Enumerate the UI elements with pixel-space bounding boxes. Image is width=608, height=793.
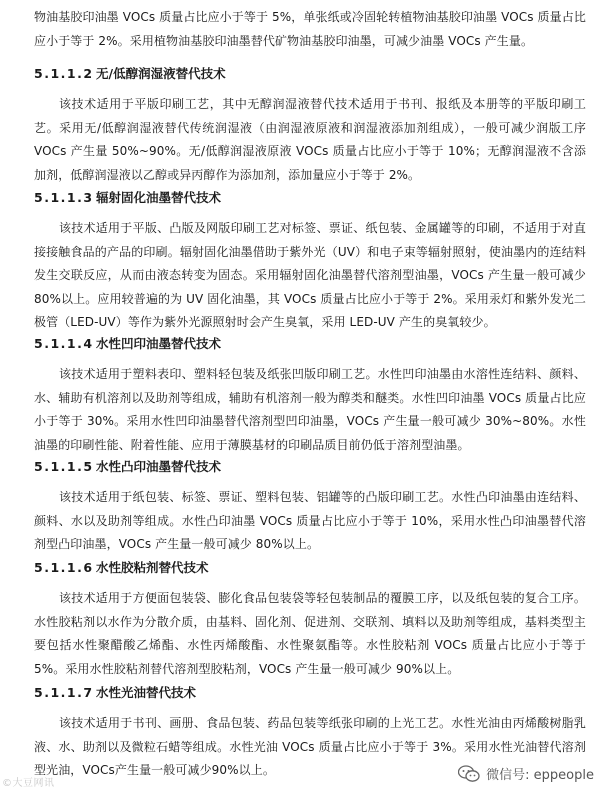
section-number: 5.1.1.5	[34, 459, 94, 474]
section-body: 该技术适用于方便面包装袋、膨化食品包装袋等轻包装制品的覆膜工序，以及纸包装的复合工序。水性胶粘剂以水作为分散介质，由基料、固化剂、促进剂、交联剂、填料以及助剂等组成，基料类型主要包括水性聚醋酸乙烯酯、水性丙烯酸酯、水性聚氨酯等。水性胶粘剂 VOCs 质量占比应小于等于 5%。采用水性胶粘剂替代溶剂型胶粘剂，VOCs 产生量一般可减少 90%以上。	[34, 591, 586, 676]
section-heading	[34, 64, 586, 84]
section-number: 5.1.1.3	[34, 190, 94, 205]
section-heading	[34, 188, 586, 208]
section-title: 水性胶粘剂替代技术	[96, 560, 209, 575]
section-title: 无/低醇润湿液替代技术	[96, 66, 226, 81]
wechat-badge	[458, 764, 594, 783]
section-body: 该技术适用于平版印刷工艺，其中无醇润湿液替代技术适用于书刊、报纸及本册等的平版印刷工艺。采用无/低醇润湿液替代传统润湿液（由润湿液原液和润湿液添加剂组成），一般可减少润版工序 VOCs 产生量 50%~90%。无/低醇润湿液原液 VOCs 质量占比应小于等于 10%；无醇润湿液不含添加剂，低醇润湿液以乙醇或异丙醇作为添加剂，添加量应小于等于 2%。	[34, 97, 586, 182]
section-heading	[34, 457, 586, 477]
section-title: 水性凹印油墨替代技术	[96, 336, 222, 351]
wechat-icon	[458, 765, 480, 783]
section-body: 该技术适用于塑料表印、塑料轻包装及纸张凹版印刷工艺。水性凹印油墨由水溶性连结料、颜料、水、辅助有机溶剂以及助剂等组成，辅助有机溶剂一般为醇类和醚类。水性凹印油墨 VOCs 质量占比应小于等于 30%。采用水性凹印油墨替代溶剂型凹印油墨，VOCs 产生量一般可减少 30%~80%。水性油墨的印刷性能、附着性能、应用于薄膜基材的印刷品质目前仍低于溶剂型油墨。	[34, 367, 586, 452]
section-number: 5.1.1.2	[34, 66, 94, 81]
section-heading	[34, 683, 586, 703]
section-heading	[34, 334, 586, 354]
wechat-id: 微信号: eppeople	[486, 768, 594, 783]
section-body: 该技术适用于书刊、画册、食品包装、药品包装等纸张印刷的上光工艺。水性光油由丙烯酸树脂乳液、水、助剂以及微粒石蜡等组成。水性光油 VOCs 质量占比应小于等于 3%。采用水性光油替代溶剂型光油，VOCs产生量一般可减少90%以上。	[34, 716, 586, 777]
section-body: 该技术适用于纸包装、标签、票证、塑料包装、铝罐等的凸版印刷工艺。水性凸印油墨由连结料、颜料、水以及助剂等组成。水性凸印油墨 VOCs 质量占比应小于等于 10%，采用水性凸印油墨替代溶剂型凸印油墨，VOCs 产生量一般可减少 80%以上。	[34, 490, 586, 551]
section-title: 水性凸印油墨替代技术	[96, 459, 222, 474]
section-heading	[34, 558, 586, 578]
section-number: 5.1.1.7	[34, 685, 94, 700]
section-number: 5.1.1.4	[34, 336, 94, 351]
watermark-text: ©大豆网讯	[2, 778, 55, 789]
section-title: 辐射固化油墨替代技术	[96, 190, 222, 205]
intro-paragraph: 物油基胶印油墨 VOCs 质量占比应小于等于 5%，单张纸或冷固轮转植物油基胶印油墨 VOCs 质量占比应小于等于 2%。采用植物油基胶印油墨替代矿物油基胶印油墨，可减少油墨 VOCs 产生量。	[34, 10, 586, 48]
section-title: 水性光油替代技术	[96, 685, 197, 700]
section-number: 5.1.1.6	[34, 560, 94, 575]
section-body: 该技术适用于平版、凸版及网版印刷工艺对标签、票证、纸包装、金属罐等的印刷，不适用于对直接接触食品的产品的印刷。辐射固化油墨借助于紫外光（UV）和电子束等辐射照射，使油墨内的连结料发生交联反应，从而由液态转变为固态。采用辐射固化油墨替代溶剂型油墨，VOCs 产生量一般可减少 80%以上。应用较普遍的为 UV 固化油墨，其 VOCs 质量占比应小于等于 2%。采用汞灯和紫外发光二极管（LED-UV）等作为紫外光源照射时会产生臭氧，采用 LED-UV 产生的臭氧较少。	[34, 221, 586, 329]
